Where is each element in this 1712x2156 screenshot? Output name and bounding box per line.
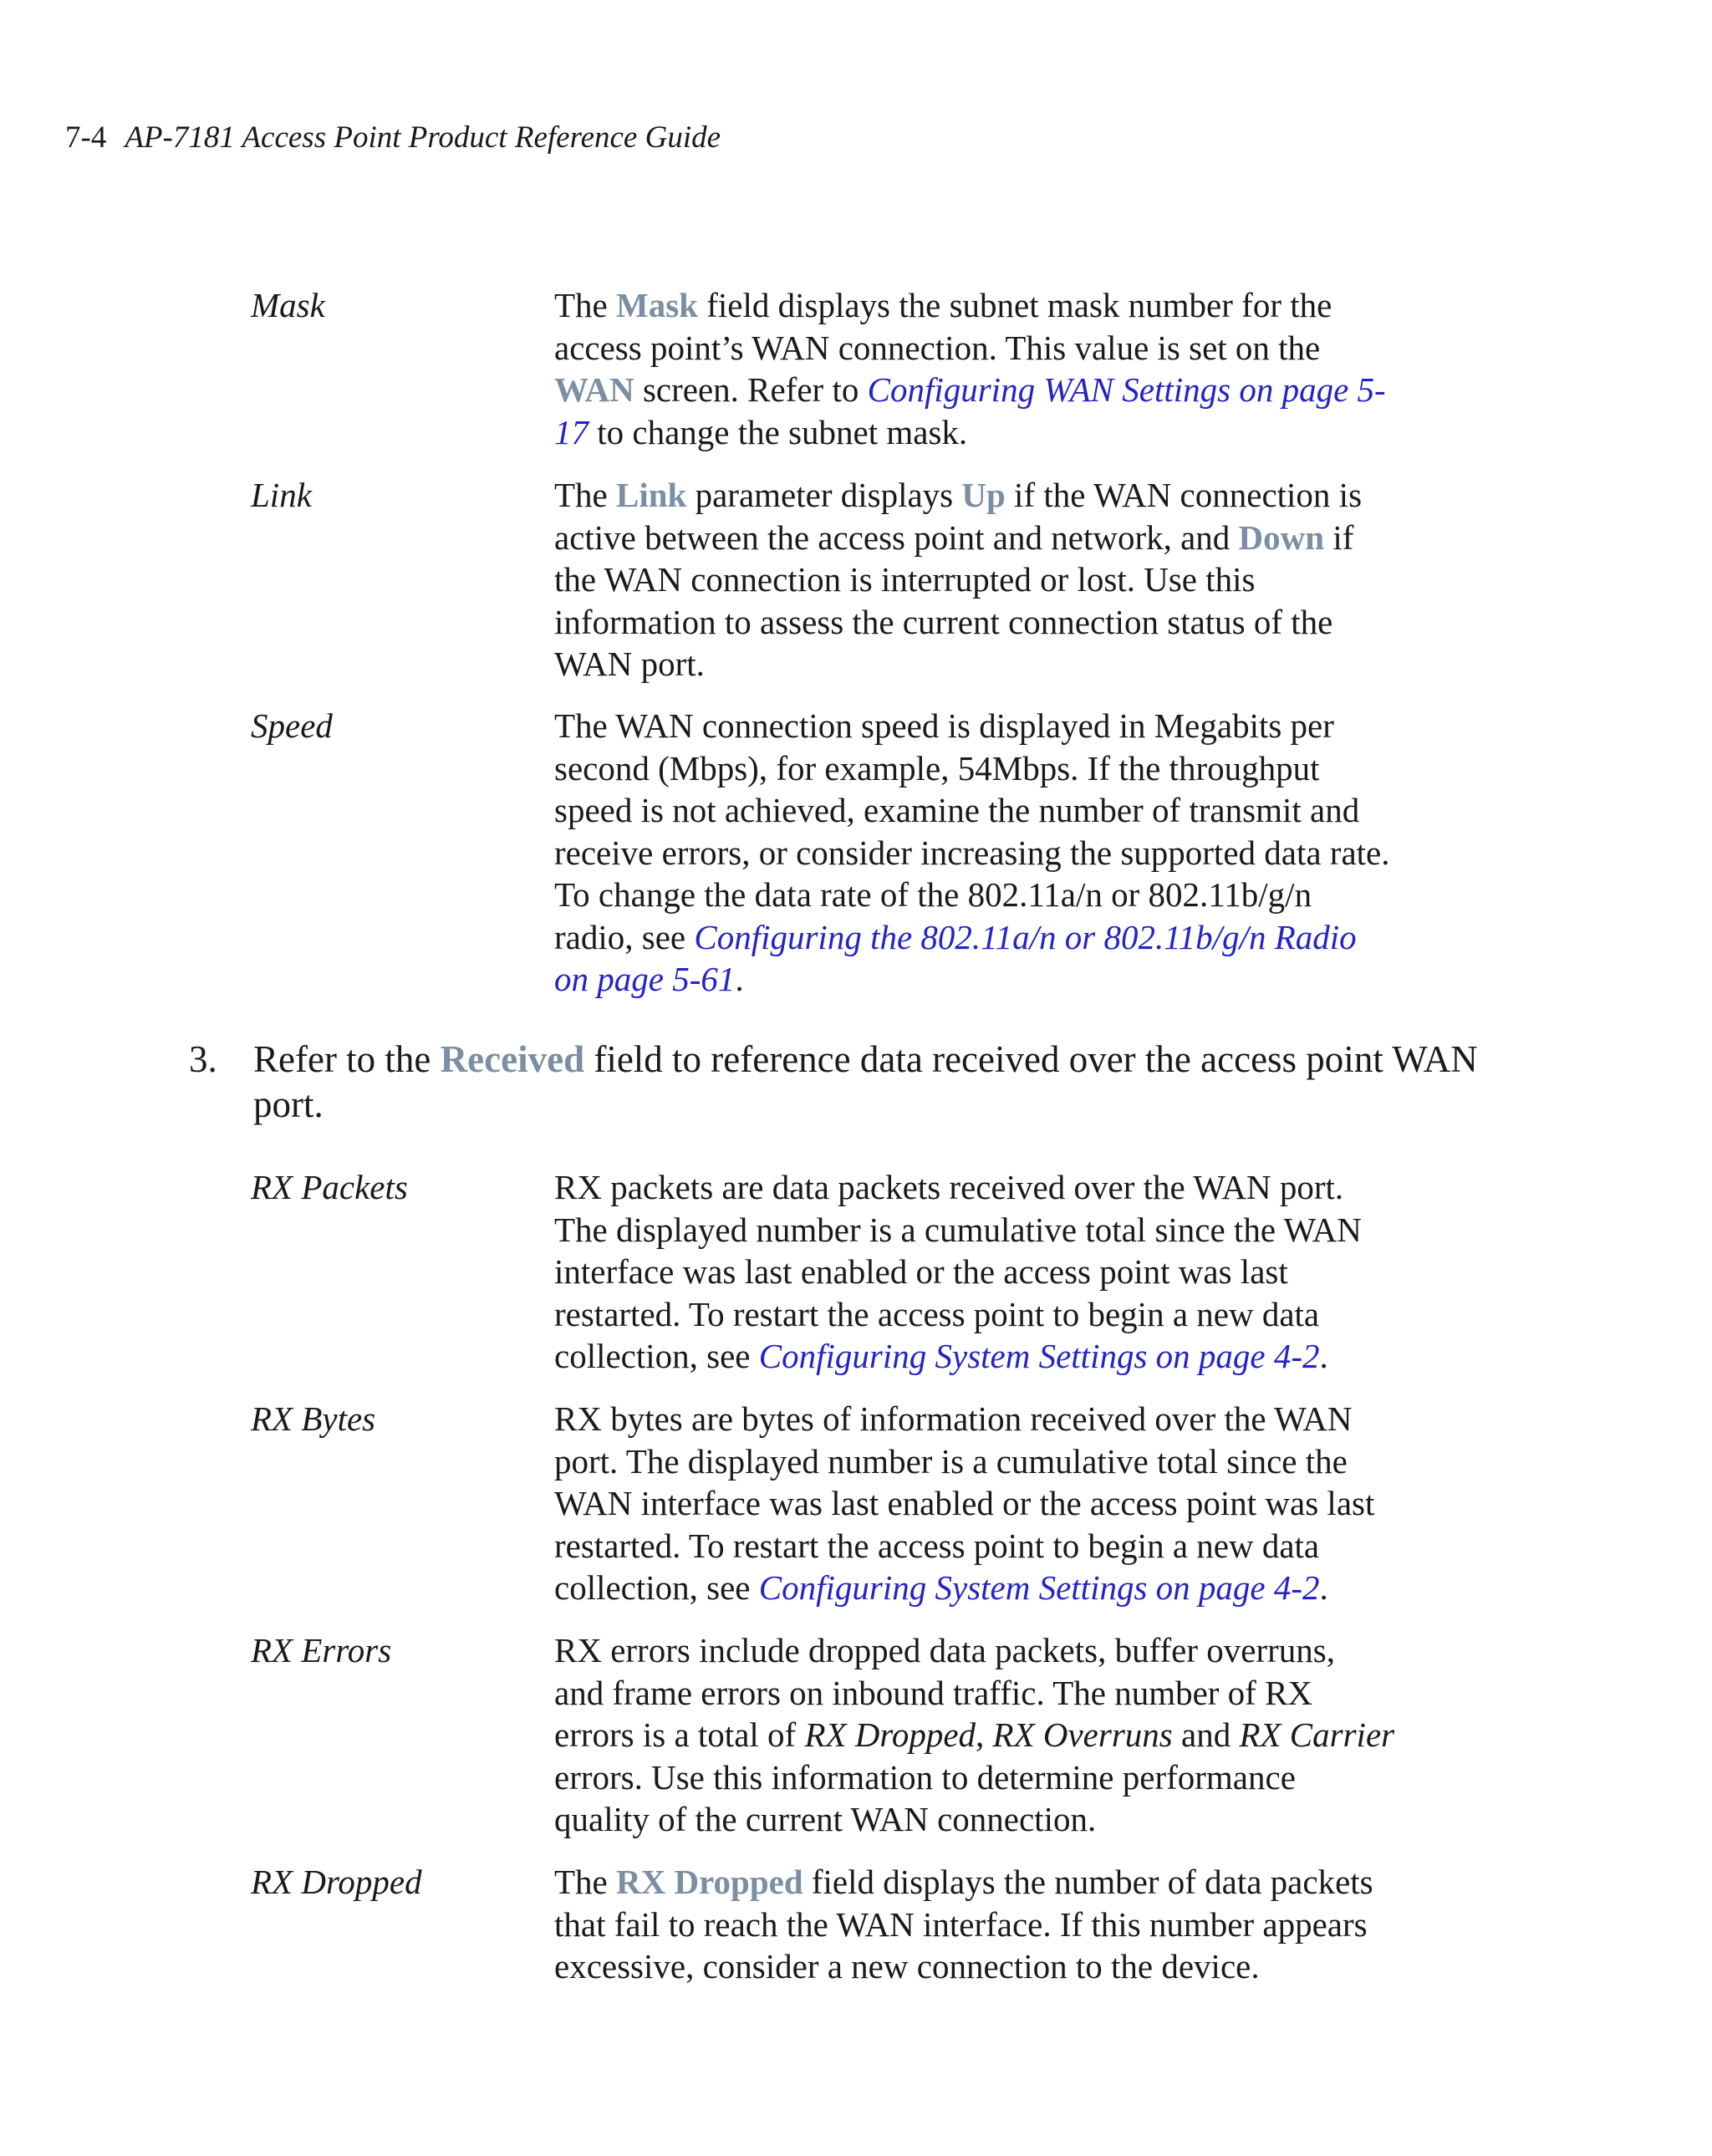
text-segment: RX bytes are bytes of information received over the WAN xyxy=(554,1399,1353,1438)
text-line xyxy=(554,474,1407,517)
term-description xyxy=(554,284,1407,453)
text-segment: errors is a total of xyxy=(554,1715,805,1754)
text-segment: speed is not achieved, examine the number of transmit and xyxy=(554,791,1360,829)
text-segment: The xyxy=(554,1863,616,1901)
text-line xyxy=(554,1398,1407,1440)
term-description xyxy=(554,1861,1407,1988)
term-description xyxy=(554,1629,1407,1841)
term-description xyxy=(554,474,1407,686)
ui-field-name: RX Dropped xyxy=(616,1863,803,1901)
text-segment: receive errors, or consider increasing the supported data rate. xyxy=(554,833,1390,872)
term-description xyxy=(554,1398,1407,1609)
text-segment: WAN port. xyxy=(554,645,705,683)
cross-reference-link[interactable]: Configuring the 802.11a/n or 802.11b/g/n Radio xyxy=(694,917,1357,956)
text-segment: . xyxy=(735,960,744,998)
ui-field-name: WAN xyxy=(554,370,634,409)
text-segment: port. xyxy=(253,1083,324,1125)
guide-title: AP-7181 Access Point Product Reference Guide xyxy=(125,120,721,155)
text-segment: port. The displayed number is a cumulative total since the xyxy=(554,1441,1348,1481)
term-description xyxy=(554,1166,1407,1378)
text-line xyxy=(554,1440,1407,1483)
text-segment: WAN interface was last enabled or the access point was last xyxy=(554,1484,1375,1522)
text-line xyxy=(554,643,1407,686)
text-segment: interface was last enabled or the access point was last xyxy=(554,1252,1288,1291)
text-segment: The xyxy=(554,476,616,514)
text-line xyxy=(554,1166,1407,1209)
cross-reference-link[interactable]: Configuring System Settings on page 4-2 xyxy=(758,1568,1320,1607)
term-label: Mask xyxy=(251,286,325,324)
term-label: RX Dropped xyxy=(251,1863,422,1901)
ui-field-name: Link xyxy=(616,476,687,514)
text-segment: and frame errors on inbound traffic. The number of RX xyxy=(554,1673,1313,1712)
page-header xyxy=(65,117,721,159)
text-segment: field to reference data received over the access point WAN xyxy=(584,1038,1478,1080)
text-segment: parameter displays xyxy=(686,476,962,514)
italic-term: RX Dropped xyxy=(804,1715,976,1754)
text-segment: collection, see xyxy=(554,1568,759,1607)
text-line xyxy=(554,327,1407,370)
ui-field-name: Received xyxy=(440,1038,585,1080)
text-segment: quality of the current WAN connection. xyxy=(554,1800,1097,1838)
text-line xyxy=(554,747,1407,790)
text-line xyxy=(554,558,1407,601)
text-segment: and xyxy=(1172,1715,1240,1754)
text-segment: . xyxy=(1319,1568,1328,1607)
italic-term: RX Overruns xyxy=(992,1715,1173,1754)
text-segment: errors. Use this information to determine performance xyxy=(554,1757,1296,1797)
text-line xyxy=(554,832,1407,874)
text-line xyxy=(554,1629,1407,1672)
text-segment: if the WAN connection is xyxy=(1005,476,1363,514)
text-segment: screen. Refer to xyxy=(634,370,868,409)
text-line xyxy=(554,601,1407,644)
text-segment: access point’s WAN connection. This value is set on the xyxy=(554,328,1321,367)
text-segment: to change the subnet mask. xyxy=(588,412,968,451)
text-line xyxy=(253,1082,1591,1127)
text-line xyxy=(554,1567,1407,1609)
text-segment: The xyxy=(554,286,616,324)
term-label: Speed xyxy=(251,706,333,745)
text-line xyxy=(554,1756,1407,1799)
text-line xyxy=(554,1861,1407,1904)
text-segment: . xyxy=(1319,1337,1328,1375)
text-segment: Refer to the xyxy=(253,1038,441,1080)
text-line xyxy=(554,1714,1407,1756)
step-text xyxy=(253,1037,1591,1127)
text-line xyxy=(554,1251,1407,1293)
text-segment: restarted. To restart the access point to begin a new data xyxy=(554,1294,1320,1333)
text-segment: active between the access point and network, and xyxy=(554,517,1239,557)
text-line xyxy=(554,1904,1407,1946)
text-line xyxy=(253,1037,1591,1082)
text-segment: RX packets are data packets received over the WAN port. xyxy=(554,1168,1344,1206)
text-segment: excessive, consider a new connection to the device. xyxy=(554,1947,1260,1985)
term-label: RX Bytes xyxy=(251,1399,376,1438)
text-segment: that fail to reach the WAN interface. If this number appears xyxy=(554,1904,1368,1944)
text-segment: , xyxy=(976,1715,993,1754)
text-segment: the WAN connection is interrupted or lost. Use this xyxy=(554,560,1256,599)
text-segment: second (Mbps), for example, 54Mbps. If the throughput xyxy=(554,748,1320,787)
text-segment: collection, see xyxy=(554,1337,759,1375)
text-line xyxy=(554,369,1407,411)
term-label: Link xyxy=(251,476,312,514)
text-segment: To change the data rate of the 802.11a/n or 802.11b/g/n xyxy=(554,875,1312,914)
text-line xyxy=(554,1945,1407,1988)
text-line xyxy=(554,1293,1407,1336)
text-line xyxy=(554,1672,1407,1715)
ui-field-name: Up xyxy=(961,476,1006,514)
text-line xyxy=(554,1525,1407,1567)
text-line xyxy=(554,1798,1407,1841)
cross-reference-link[interactable]: 17 xyxy=(554,412,588,451)
cross-reference-link[interactable]: Configuring System Settings on page 4-2 xyxy=(758,1337,1320,1375)
text-line xyxy=(554,874,1407,916)
text-segment: radio, see xyxy=(554,917,695,956)
text-line xyxy=(554,1482,1407,1525)
term-label: RX Errors xyxy=(251,1631,392,1669)
text-segment: RX errors include dropped data packets, buffer overruns, xyxy=(554,1631,1335,1669)
text-line xyxy=(554,705,1407,747)
cross-reference-link[interactable]: on page 5-61 xyxy=(554,960,736,998)
text-line xyxy=(554,284,1407,327)
text-segment: field displays the number of data packets xyxy=(802,1863,1373,1901)
step-number: 3. xyxy=(189,1038,217,1080)
text-line xyxy=(554,1335,1407,1378)
page-number: 7-4 xyxy=(65,120,107,155)
text-segment: restarted. To restart the access point to begin a new data xyxy=(554,1526,1320,1565)
text-segment: if xyxy=(1324,517,1354,557)
text-line xyxy=(554,789,1407,832)
text-line xyxy=(554,958,1407,1001)
text-segment: The displayed number is a cumulative total since the WAN xyxy=(554,1210,1362,1249)
italic-term: RX Carrier xyxy=(1239,1715,1395,1754)
text-line xyxy=(554,517,1407,559)
term-description xyxy=(554,705,1407,1001)
ui-field-name: Mask xyxy=(616,286,698,324)
ui-field-name: Down xyxy=(1238,517,1325,557)
text-line xyxy=(554,916,1407,959)
term-label: RX Packets xyxy=(251,1168,408,1206)
text-segment: information to assess the current connection status of the xyxy=(554,602,1333,641)
text-line xyxy=(554,411,1407,454)
text-segment: The WAN connection speed is displayed in Megabits per xyxy=(554,706,1334,745)
text-line xyxy=(554,1209,1407,1251)
text-segment: field displays the subnet mask number for the xyxy=(697,286,1332,324)
cross-reference-link[interactable]: Configuring WAN Settings on page 5- xyxy=(867,370,1386,409)
